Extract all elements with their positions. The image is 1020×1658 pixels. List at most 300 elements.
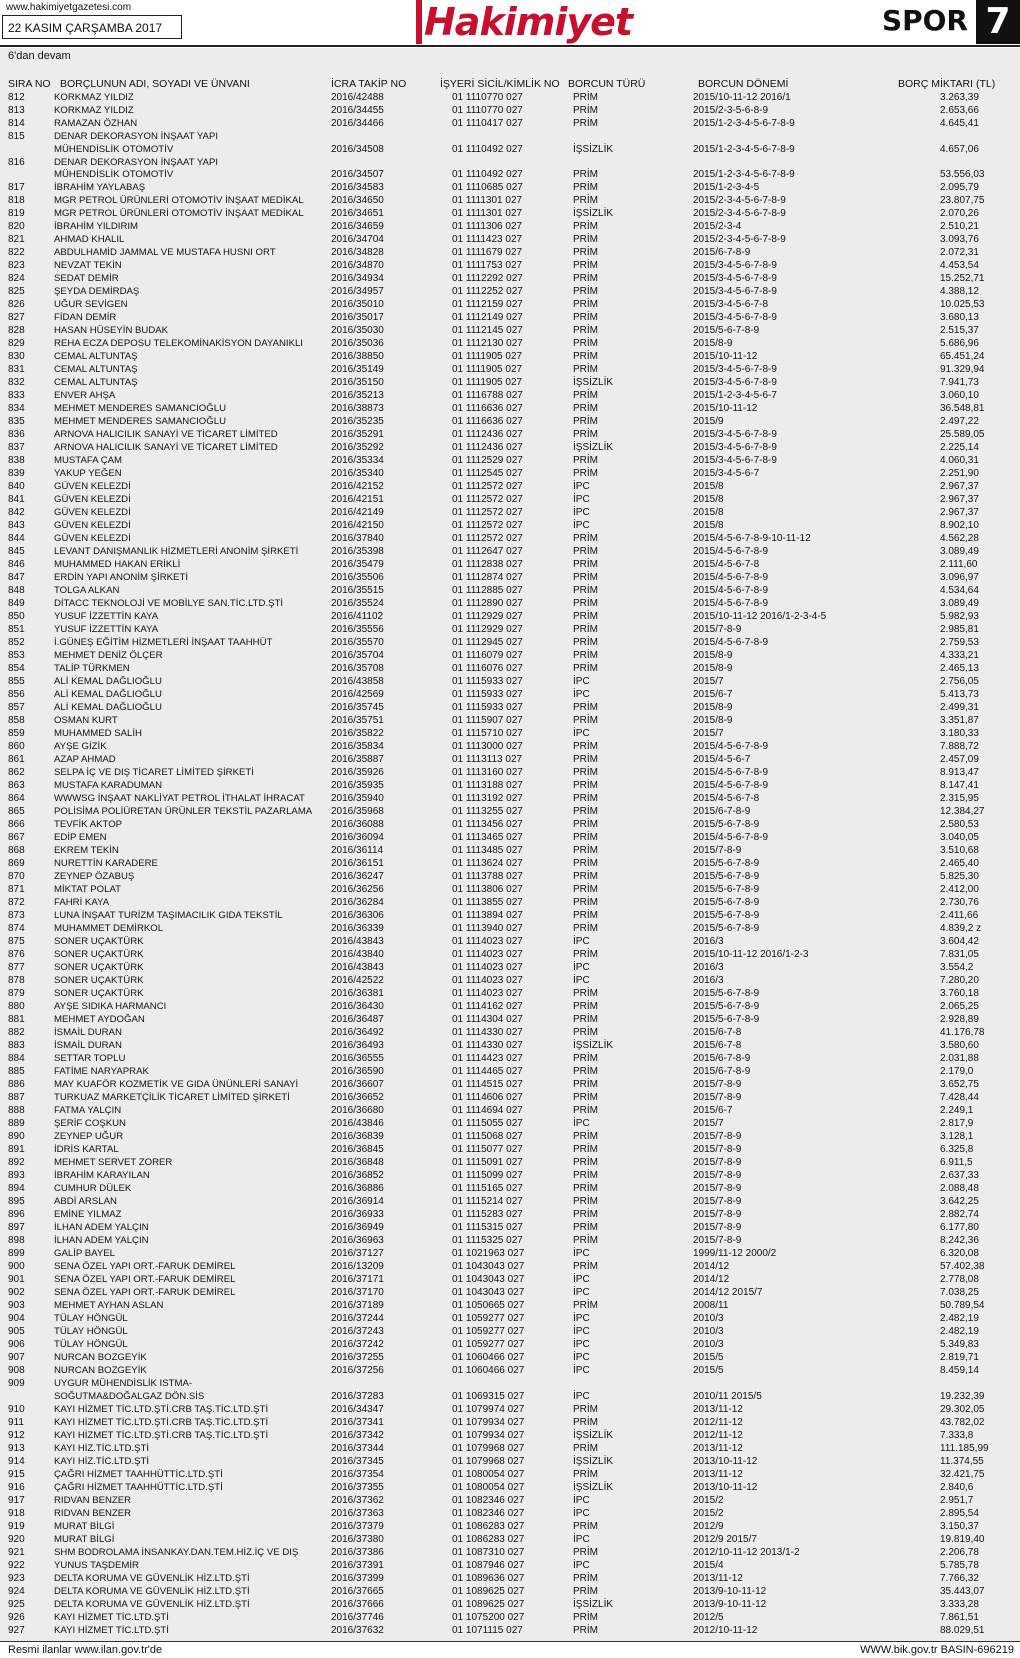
sicil-no: 01 1089636 027: [452, 1572, 525, 1584]
table-row: [0, 1286, 1020, 1299]
debtor-name: ŞEYDA DEMİRDAŞ: [54, 286, 140, 297]
icra-no: 2016/37283: [331, 1390, 384, 1402]
debt-amount: 4.562,28: [940, 533, 979, 544]
debt-amount: 2.482,19: [940, 1326, 979, 1337]
debtor-name: SETTAR TOPLU: [54, 1053, 126, 1064]
debt-period: 2015/4-5-6-7-8: [693, 559, 760, 570]
debt-period: 2015/7-8-9: [693, 1144, 742, 1155]
footer-right-text[interactable]: WWW.bik.gov.tr BASIN-696219: [860, 1644, 1014, 1656]
debt-period: 2015/2-3-5-6-8-9: [693, 105, 769, 116]
row-number: 867: [8, 832, 25, 843]
icra-no: 2016/36839: [331, 1131, 384, 1142]
debt-amount: 111.185,99: [940, 1442, 989, 1454]
debt-period: 2012/9: [693, 1520, 724, 1532]
debt-amount: 32.421,75: [940, 1468, 985, 1480]
debt-type: PRİM: [573, 1183, 598, 1194]
sicil-no: 01 1082346 027: [452, 1494, 525, 1506]
debt-amount: 6.177,80: [940, 1222, 979, 1233]
debt-type: PRİM: [573, 832, 598, 843]
debtor-name: SELPA İÇ VE DIŞ TİCARET LİMİTED ŞİRKETİ: [54, 767, 254, 778]
debt-period: 2015/8: [693, 520, 724, 531]
debtor-name: SHM BODROLAMA İNSANKAY.DAN.TEM.HİZ.İÇ VE DIŞ: [54, 1546, 299, 1558]
debtor-name: NURETTİN KARADERE: [54, 858, 158, 869]
debt-amount: 3.580,60: [940, 1040, 979, 1051]
table-row: [0, 714, 1020, 727]
debt-type: PRİM: [573, 403, 598, 414]
column-header-tur: BORCUN TÜRÜ: [568, 78, 646, 90]
icra-no: 2016/36088: [331, 819, 384, 830]
debt-period: 2013/9-10-11-12: [693, 1585, 767, 1597]
table-row: [0, 1052, 1020, 1065]
sicil-no: 01 1111905 027: [452, 364, 523, 375]
debt-amount: 88.029,51: [940, 1624, 985, 1636]
icra-no: 2016/36652: [331, 1092, 384, 1103]
debt-type: PRİM: [573, 650, 598, 661]
debt-amount: 4.839,2 z: [940, 923, 982, 934]
row-number: 821: [8, 234, 25, 245]
debtor-name: MİKTAT POLAT: [54, 884, 121, 895]
debt-type: PRİM: [573, 715, 598, 726]
icra-no: 2016/35030: [331, 325, 384, 336]
debt-amount: 2.515,37: [940, 325, 979, 336]
debt-amount: 2.111,60: [940, 559, 978, 570]
sicil-no: 01 1112874 027: [452, 572, 523, 583]
debtor-name: FİDAN DEMİR: [54, 312, 117, 323]
table-row: [0, 1039, 1020, 1052]
debtor-name: GÜVEN KELEZDİ: [54, 533, 131, 544]
debtor-name: KORKMAZ YILDIZ: [54, 105, 134, 116]
table-row: [0, 1351, 1020, 1364]
debtor-name: HASAN HÜSEYİN BUDAK: [54, 325, 169, 336]
table-row: [0, 1234, 1020, 1247]
row-number: 869: [8, 858, 25, 869]
debt-period: 2015/10-11-12 2016/1-2-3-4-5: [693, 611, 827, 622]
sicil-no: 01 1113188 027: [452, 780, 523, 791]
row-number: 856: [8, 689, 25, 700]
sicil-no: 01 1021963 027: [452, 1248, 525, 1259]
debtor-name: MUSTAFA KARADUMAN: [54, 780, 163, 791]
debt-type: PRİM: [573, 923, 598, 934]
debt-period: 2015/3-4-5-6-7-8: [693, 299, 769, 310]
icra-no: 2016/36845: [331, 1144, 384, 1155]
debt-period: 2015/7-8-9: [693, 1183, 742, 1194]
row-number: 872: [8, 897, 25, 908]
table-row: [0, 948, 1020, 961]
row-number: 829: [8, 338, 25, 349]
row-number: 922: [8, 1559, 25, 1571]
debt-type: İPC: [573, 520, 590, 531]
sicil-no: 01 1112885 027: [452, 585, 523, 596]
sicil-no: 01 1087946 027: [452, 1559, 525, 1571]
icra-no: 2016/37255: [331, 1352, 384, 1363]
debt-period: 2010/3: [693, 1339, 724, 1350]
debt-amount: 41.176,78: [940, 1027, 985, 1038]
icra-no: 2016/34347: [331, 1403, 384, 1415]
debt-period: 2015/4-5-6-7-8-9-10-11-12: [693, 533, 811, 544]
sicil-no: 01 1079974 027: [452, 1403, 525, 1415]
debtor-name: ŞERİF COŞKUN: [54, 1118, 126, 1129]
icra-no: 2016/37189: [331, 1300, 384, 1311]
icra-no: 2016/36848: [331, 1157, 384, 1168]
debt-type: PRİM: [573, 1546, 598, 1558]
debt-amount: 4.453,54: [940, 260, 979, 271]
debt-type: İŞSİZLİK: [573, 1598, 614, 1610]
debt-period: 2015/5: [693, 1365, 724, 1376]
table-row: [0, 376, 1020, 389]
row-number: 859: [8, 728, 25, 739]
sicil-no: 01 1071115 027: [452, 1624, 523, 1636]
debt-period: 2010/11 2015/5: [693, 1390, 762, 1402]
table-row: [0, 740, 1020, 753]
section-title: SPOR: [881, 4, 968, 37]
debtor-name: İSMAİL DURAN: [54, 1027, 122, 1038]
icra-no: 2016/35834: [331, 741, 384, 752]
debtor-name-line1: UYGUR MÜHENDİSLİK ISTMA-: [54, 1378, 193, 1389]
website-url[interactable]: www.hakimiyetgazetesi.com: [6, 2, 132, 13]
icra-no: 2016/35213: [331, 390, 384, 401]
row-number: 901: [8, 1274, 25, 1285]
debtor-name: ÇAĞRI HİZMET TAAHHÜTTİC.LTD.ŞTİ: [54, 1481, 223, 1493]
table-header: [0, 78, 1020, 91]
icra-no: 2016/37746: [331, 1611, 384, 1623]
debtor-name-line2: SOĞUTMA&DOĞALGAZ DÖN.SİS: [54, 1390, 205, 1402]
debt-amount: 7.038,25: [940, 1287, 979, 1298]
debt-amount: 12.384,27: [940, 806, 985, 817]
debt-period: 2015/2-3-4-5-6-7-8-9: [693, 234, 786, 245]
sicil-no: 01 1082346 027: [452, 1507, 525, 1519]
debtor-name: DELTA KORUMA VE GÜVENLİK HİZ.LTD.ŞTİ: [54, 1585, 250, 1597]
table-row: [0, 623, 1020, 636]
debtor-name: SONER UÇAKTÜRK: [54, 936, 144, 947]
sicil-no: 01 1113624 027: [452, 858, 523, 869]
debtor-name: LUNA İNŞAAT TURİZM TAŞIMACILIK GIDA TEKSTİL: [54, 910, 283, 921]
table-row: [0, 1169, 1020, 1182]
icra-no: 2016/42149: [331, 507, 384, 518]
icra-no: 2016/37243: [331, 1326, 384, 1337]
debt-period: 2013/11-12: [693, 1442, 743, 1454]
row-number: 870: [8, 871, 25, 882]
debt-amount: 5.825,30: [940, 871, 979, 882]
debt-type: PRİM: [573, 1442, 598, 1454]
debt-period: 2008/11: [693, 1300, 729, 1311]
debt-period: 2015/3-4-5-6-7-8-9: [693, 364, 777, 375]
debt-amount: 50.789,54: [940, 1300, 985, 1311]
table-row: [0, 1143, 1020, 1156]
debt-amount: 2.882,74: [940, 1209, 979, 1220]
table-row: [0, 298, 1020, 311]
sicil-no: 01 1114423 027: [452, 1053, 523, 1064]
debt-period: 2015/6-7: [693, 1105, 733, 1116]
debt-period: 2015/7: [693, 1118, 724, 1129]
row-number: 868: [8, 845, 25, 856]
debtor-name: GÜVEN KELEZDİ: [54, 507, 131, 518]
icra-no: 2016/43846: [331, 1118, 384, 1129]
row-number: 840: [8, 481, 25, 492]
debt-amount: 2.457,09: [940, 754, 979, 765]
table-row: [0, 1078, 1020, 1091]
debt-amount: 3.333,28: [940, 1598, 979, 1610]
debtor-name: MURAT BİLGİ: [54, 1520, 115, 1532]
row-number: 921: [8, 1546, 25, 1558]
table-row: [0, 1182, 1020, 1195]
table-row: [0, 1598, 1020, 1611]
table-row: [0, 1520, 1020, 1533]
debt-period: 2015/4: [693, 1559, 724, 1571]
debtor-name: REHA ECZA DEPOSU TELEKOMİNAKİSYON DAYANIKLI: [54, 338, 303, 349]
debt-period: 2015/3-4-5-6-7-8-9: [693, 429, 777, 440]
row-number: 914: [8, 1455, 25, 1467]
table-row: [0, 233, 1020, 246]
debtor-name: MURAT BİLGİ: [54, 1533, 115, 1545]
table-row: [0, 1247, 1020, 1260]
row-number: 920: [8, 1533, 25, 1545]
row-number: 871: [8, 884, 25, 895]
debt-type: PRİM: [573, 1611, 598, 1623]
table-row: [0, 987, 1020, 1000]
debtor-name: KAYI HİZ.TİC.LTD.ŞTİ: [54, 1442, 150, 1454]
row-number: 912: [8, 1429, 25, 1441]
icra-no: 2016/35708: [331, 663, 384, 674]
icra-no: 2016/41102: [331, 611, 384, 622]
debt-type: PRİM: [573, 1079, 598, 1090]
debt-period: 2015/5-6-7-8-9: [693, 1014, 760, 1025]
debt-amount: 2.967,37: [940, 481, 979, 492]
debt-type: İŞSİZLİK: [573, 377, 614, 388]
row-number: 884: [8, 1053, 25, 1064]
icra-no: 2016/42488: [331, 92, 384, 103]
debt-type: PRİM: [573, 598, 598, 609]
debtor-name: NEVZAT TEKİN: [54, 260, 122, 271]
debt-type: PRİM: [573, 234, 598, 245]
sicil-no: 01 1112945 027: [452, 637, 523, 648]
debt-period: 2015/5-6-7-8-9: [693, 858, 760, 869]
debt-amount: 3.093,76: [940, 234, 979, 245]
sicil-no: 01 1110417 027: [452, 118, 523, 129]
row-number: 909: [8, 1378, 25, 1389]
table-row: [0, 870, 1020, 883]
debt-type: PRİM: [573, 118, 598, 129]
debt-period: 2015/1-2-3-4-5: [693, 182, 760, 193]
row-number: 849: [8, 598, 25, 609]
row-number: 916: [8, 1481, 25, 1493]
sicil-no: 01 1112572 027: [452, 507, 523, 518]
sicil-no: 01 1059277 027: [452, 1313, 525, 1324]
debt-amount: 3.096,97: [940, 572, 979, 583]
sicil-no: 01 1115165 027: [452, 1183, 523, 1194]
debt-period: 2014/12 2015/7: [693, 1287, 763, 1298]
icra-no: 2016/36949: [331, 1222, 384, 1233]
debt-type: İPC: [573, 962, 590, 973]
debt-amount: 7.333,8: [940, 1429, 974, 1441]
icra-no: 2016/37244: [331, 1313, 384, 1324]
debtor-name: AYŞE SIDIKA HARMANCI: [54, 1001, 167, 1012]
table-row: [0, 324, 1020, 337]
debt-type: PRİM: [573, 624, 598, 635]
debt-amount: 2.249,1: [940, 1105, 974, 1116]
debt-period: 2015/6-7-8: [693, 1040, 742, 1051]
row-number: 915: [8, 1468, 25, 1480]
icra-no: 2016/36487: [331, 1014, 384, 1025]
debt-type: İPC: [573, 676, 590, 687]
sicil-no: 01 1113855 027: [452, 897, 523, 908]
debt-amount: 2.206,78: [940, 1546, 979, 1558]
debt-type: PRİM: [573, 1209, 598, 1220]
debt-type: PRİM: [573, 429, 598, 440]
table-row: [0, 1546, 1020, 1559]
icra-no: 2016/36493: [331, 1040, 384, 1051]
table-row: [0, 1507, 1020, 1520]
debt-period: 2015/3-4-5-6-7-8-9: [693, 442, 777, 453]
icra-no: 2016/36590: [331, 1066, 384, 1077]
debt-period: 2015/7-8-9: [693, 624, 742, 635]
debt-amount: 2.482,19: [940, 1313, 979, 1324]
icra-no: 2016/35556: [331, 624, 384, 635]
debt-type: PRİM: [573, 1468, 598, 1480]
sicil-no: 01 1116636 027: [452, 403, 523, 414]
debt-period: 1999/11-12 2000/2: [693, 1248, 777, 1259]
row-number: 924: [8, 1585, 25, 1597]
sicil-no: 01 1075200 027: [452, 1611, 525, 1623]
debt-amount: 2.840,6: [940, 1481, 974, 1493]
table-row: [0, 1117, 1020, 1130]
sicil-no: 01 1114694 027: [452, 1105, 523, 1116]
debt-period: 2015/7-8-9: [693, 1157, 742, 1168]
sicil-no: 01 1113160 027: [452, 767, 523, 778]
sicil-no: 01 1113788 027: [452, 871, 523, 882]
debt-type: PRİM: [573, 1001, 598, 1012]
icra-no: 2016/34870: [331, 260, 384, 271]
debt-amount: 65.451,24: [940, 351, 985, 362]
debt-type: PRİM: [573, 286, 598, 297]
sicil-no: 01 1089625 027: [452, 1598, 525, 1610]
table-row: [0, 1429, 1020, 1442]
icra-no: 2016/34659: [331, 221, 384, 232]
table-row: [0, 909, 1020, 922]
table-row: [0, 467, 1020, 480]
sicil-no: 01 1080054 027: [452, 1481, 525, 1493]
debt-type: PRİM: [573, 1131, 598, 1142]
debt-amount: 4.645,41: [940, 118, 979, 129]
table-row: [0, 831, 1020, 844]
sicil-no: 01 1114330 027: [452, 1040, 523, 1051]
debt-type: PRİM: [573, 247, 598, 258]
row-number: 835: [8, 416, 25, 427]
sicil-no: 01 1110492 027: [452, 143, 523, 155]
row-number: 838: [8, 455, 25, 466]
debt-type: PRİM: [573, 182, 598, 193]
row-number: 895: [8, 1196, 25, 1207]
debt-period: 2015/7-8-9: [693, 1209, 742, 1220]
icra-no: 2016/35340: [331, 468, 384, 479]
debt-type: İPC: [573, 1559, 590, 1571]
sicil-no: 01 1114023 027: [452, 949, 523, 960]
debt-period: 2015/4-5-6-7: [693, 754, 751, 765]
table-row: [0, 1325, 1020, 1338]
sicil-no: 01 1069315 027: [452, 1390, 525, 1402]
sicil-no: 01 1115055 027: [452, 1118, 523, 1129]
debt-amount: 7.831,05: [940, 949, 979, 960]
icra-no: 2016/37342: [331, 1429, 384, 1441]
sicil-no: 01 1112529 027: [452, 455, 523, 466]
debt-period: 2015/9: [693, 416, 724, 427]
table-row: [0, 350, 1020, 363]
debt-amount: 2.465,40: [940, 858, 979, 869]
row-number: 855: [8, 676, 25, 687]
row-number: 816: [8, 156, 25, 168]
debt-type: PRİM: [573, 260, 598, 271]
debt-period: 2015/4-5-6-7-8-9: [693, 637, 769, 648]
debt-type: İPC: [573, 689, 590, 700]
debt-amount: 8.147,41: [940, 780, 979, 791]
debt-amount: 3.604,42: [940, 936, 979, 947]
debt-period: 2015/5-6-7-8-9: [693, 910, 760, 921]
debtor-name: İBRAHİM KARAYILAN: [54, 1170, 150, 1181]
table-row: [0, 454, 1020, 467]
icra-no: 2016/34934: [331, 273, 384, 284]
footer-left-text[interactable]: Resmi ilanlar www.ilan.gov.tr'de: [8, 1644, 163, 1656]
debt-amount: 25.589,05: [940, 429, 985, 440]
column-header-name: BORÇLUNUN ADI, SOYADI VE ÜNVANI: [60, 78, 250, 90]
row-number: 813: [8, 105, 25, 116]
debtor-name: FAHRİ KAYA: [54, 897, 110, 908]
sicil-no: 01 1115907 027: [452, 715, 523, 726]
debt-type: PRİM: [573, 1066, 598, 1077]
row-number: 874: [8, 923, 25, 934]
debt-period: 2015/8-9: [693, 702, 733, 713]
debtor-name-line1: DENAR DEKORASYON İNŞAAT YAPI: [54, 156, 219, 168]
row-number: 863: [8, 780, 25, 791]
icra-no: 2016/35887: [331, 754, 384, 765]
debtor-name: EKREM TEKİN: [54, 845, 119, 856]
debt-period: 2015/2: [693, 1507, 724, 1519]
debtor-name: İBRAHİM YAYLABAŞ: [54, 182, 146, 193]
icra-no: 2016/35822: [331, 728, 384, 739]
debt-period: 2015/5: [693, 1352, 724, 1363]
table-row: [0, 857, 1020, 870]
column-header-miktar: BORÇ MİKTARI (TL): [898, 78, 996, 90]
debt-type: İPC: [573, 975, 590, 986]
sicil-no: 01 1086283 027: [452, 1520, 525, 1532]
row-number: 882: [8, 1027, 25, 1038]
row-number: 917: [8, 1494, 25, 1506]
icra-no: 2016/35745: [331, 702, 384, 713]
table-row: [0, 1208, 1020, 1221]
debtor-name: CEMAL ALTUNTAŞ: [54, 377, 138, 388]
debt-amount: 2.759,53: [940, 637, 979, 648]
debt-type: PRİM: [573, 910, 598, 921]
debtor-name: SENA ÖZEL YAPI ORT.-FARUK DEMİREL: [54, 1261, 236, 1272]
sicil-no: 01 1110770 027: [452, 92, 523, 103]
debtor-name: İBRAHİM YILDIRIM: [54, 221, 139, 232]
debt-type: PRİM: [573, 754, 598, 765]
icra-no: 2016/37363: [331, 1507, 384, 1519]
debt-amount: 2.031,88: [940, 1053, 979, 1064]
icra-no: 2016/36094: [331, 832, 384, 843]
debt-amount: 3.652,75: [940, 1079, 979, 1090]
sicil-no: 01 1113806 027: [452, 884, 523, 895]
sicil-no: 01 1059277 027: [452, 1326, 525, 1337]
table-row: [0, 688, 1020, 701]
debt-amount: 2.072,31: [940, 247, 979, 258]
row-number: 926: [8, 1611, 25, 1623]
debtor-name: MAY KUAFÖR KOZMETİK VE GIDA ÜNÜNLERİ SANAYİ: [54, 1079, 299, 1090]
sicil-no: 01 1114304 027: [452, 1014, 523, 1025]
row-number: 833: [8, 390, 25, 401]
table-row: [0, 1000, 1020, 1013]
icra-no: 2016/34507: [331, 169, 384, 180]
icra-no: 2016/37380: [331, 1533, 384, 1545]
icra-no: 2016/37355: [331, 1481, 384, 1493]
